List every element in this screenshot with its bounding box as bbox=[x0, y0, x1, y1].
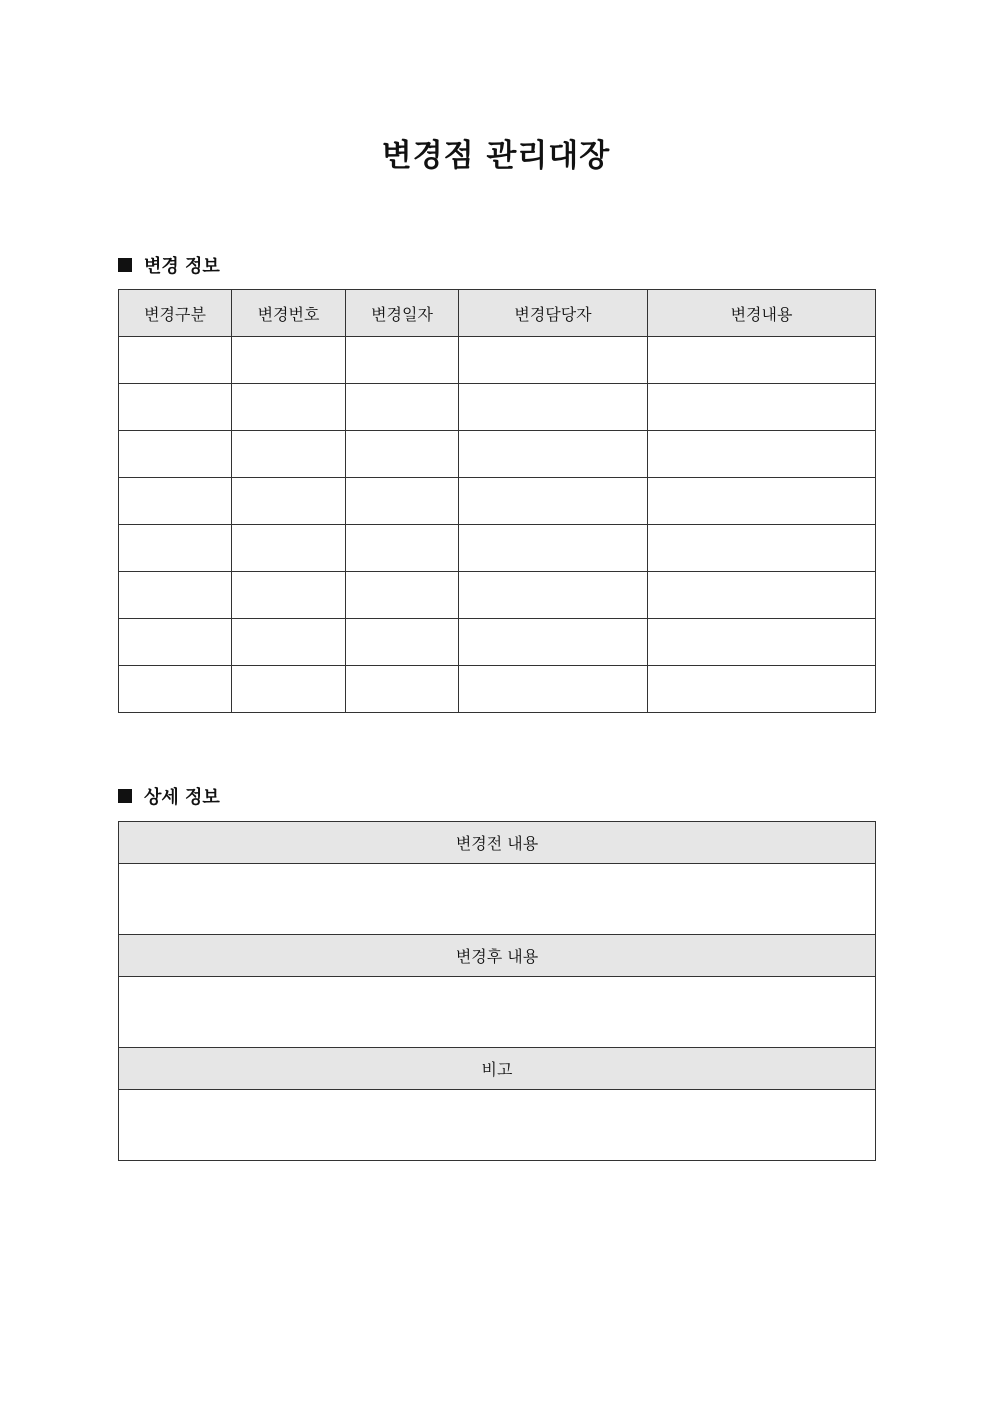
table-cell[interactable] bbox=[459, 431, 648, 478]
table-cell[interactable] bbox=[232, 572, 346, 619]
table-cell[interactable] bbox=[232, 525, 346, 572]
page-title: 변경점 관리대장 bbox=[381, 138, 611, 174]
table-cell[interactable] bbox=[119, 337, 232, 384]
table-row bbox=[119, 478, 876, 525]
table-row bbox=[119, 619, 876, 666]
table-cell[interactable] bbox=[119, 525, 232, 572]
table-cell[interactable] bbox=[346, 478, 459, 525]
table-cell[interactable] bbox=[648, 619, 876, 666]
before-content-field[interactable] bbox=[119, 864, 876, 935]
table-row bbox=[119, 384, 876, 431]
detail-info-table bbox=[118, 821, 876, 1161]
table-cell[interactable] bbox=[232, 666, 346, 713]
table-cell[interactable] bbox=[232, 384, 346, 431]
after-content-header: 변경후 내용 bbox=[119, 935, 876, 977]
column-header-change-content: 변경내용 bbox=[648, 290, 876, 337]
table-cell[interactable] bbox=[648, 478, 876, 525]
change-info-heading bbox=[118, 252, 220, 278]
table-cell[interactable] bbox=[232, 478, 346, 525]
before-content-header: 변경전 내용 bbox=[119, 822, 876, 864]
table-cell[interactable] bbox=[648, 572, 876, 619]
table-header-row bbox=[119, 290, 876, 337]
column-header-change-manager: 변경담당자 bbox=[459, 290, 648, 337]
table-cell[interactable] bbox=[648, 525, 876, 572]
table-cell[interactable] bbox=[119, 384, 232, 431]
table-cell[interactable] bbox=[459, 619, 648, 666]
table-row bbox=[119, 572, 876, 619]
table-cell[interactable] bbox=[346, 619, 459, 666]
table-cell[interactable] bbox=[119, 478, 232, 525]
table-cell[interactable] bbox=[119, 666, 232, 713]
table-cell[interactable] bbox=[648, 666, 876, 713]
table-row bbox=[119, 337, 876, 384]
table-cell[interactable] bbox=[459, 384, 648, 431]
table-row bbox=[119, 666, 876, 713]
table-cell[interactable] bbox=[232, 337, 346, 384]
table-cell[interactable] bbox=[346, 525, 459, 572]
table-cell[interactable] bbox=[232, 619, 346, 666]
column-header-change-date: 변경일자 bbox=[346, 290, 459, 337]
table-cell[interactable] bbox=[459, 572, 648, 619]
table-cell[interactable] bbox=[459, 337, 648, 384]
table-cell[interactable] bbox=[346, 572, 459, 619]
change-info-heading-label: 변경 정보 bbox=[144, 256, 220, 277]
detail-info-heading-label: 상세 정보 bbox=[144, 787, 220, 808]
remarks-field[interactable] bbox=[119, 1090, 876, 1161]
table-row bbox=[119, 431, 876, 478]
table-cell[interactable] bbox=[459, 666, 648, 713]
table-cell[interactable] bbox=[346, 384, 459, 431]
table-cell[interactable] bbox=[648, 384, 876, 431]
table-cell[interactable] bbox=[648, 431, 876, 478]
table-row bbox=[119, 525, 876, 572]
table-cell[interactable] bbox=[119, 431, 232, 478]
table-cell[interactable] bbox=[346, 337, 459, 384]
table-cell[interactable] bbox=[232, 431, 346, 478]
table-cell[interactable] bbox=[459, 525, 648, 572]
square-bullet-icon bbox=[118, 258, 132, 272]
table-cell[interactable] bbox=[346, 431, 459, 478]
change-info-table bbox=[118, 289, 876, 713]
table-cell[interactable] bbox=[346, 666, 459, 713]
after-content-field[interactable] bbox=[119, 977, 876, 1048]
table-cell[interactable] bbox=[648, 337, 876, 384]
table-cell[interactable] bbox=[119, 572, 232, 619]
column-header-change-number: 변경번호 bbox=[232, 290, 346, 337]
table-cell[interactable] bbox=[459, 478, 648, 525]
table-cell[interactable] bbox=[119, 619, 232, 666]
square-bullet-icon bbox=[118, 789, 132, 803]
detail-info-heading bbox=[118, 783, 220, 809]
remarks-header: 비고 bbox=[119, 1048, 876, 1090]
column-header-change-type: 변경구분 bbox=[119, 290, 232, 337]
